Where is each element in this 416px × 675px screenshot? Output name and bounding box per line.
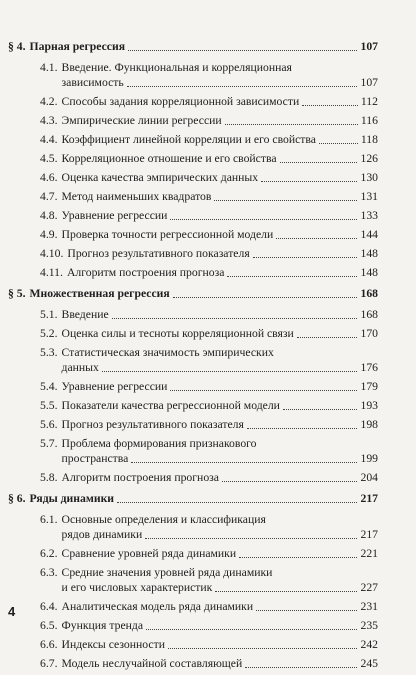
entry-page: 130 [360,171,378,184]
dot-leader [214,200,357,201]
entry-number: 5.2. [40,327,58,340]
entry-number: 4.3. [40,114,58,127]
toc-entry [8,599,378,614]
entry-title: Показатели качества регрессионной модели [61,399,280,412]
section-page: 168 [360,287,378,300]
entry-page: 148 [360,266,378,279]
dot-leader [170,390,357,391]
toc-entry [8,113,378,128]
dot-leader [131,462,357,463]
entry-page: 221 [360,547,378,560]
section-number: § 5. [8,287,26,300]
entry-number: 5.5. [40,399,58,412]
entry-title-line: данных [61,361,99,374]
toc-entry [8,246,378,261]
entry-title: Коэффициент линейной корреляции и его свойства [61,133,316,146]
dot-leader [239,557,357,558]
dot-leader [227,276,357,277]
entry-title: Прогноз результативного показателя [67,247,250,260]
entry-number: 4.10. [40,247,64,260]
toc-entry [8,470,378,485]
entry-number: 6.4. [40,600,58,613]
entry-page: 170 [360,327,378,340]
entry-page: 148 [360,247,378,260]
entry-title: Эмпирические линии регрессии [61,114,222,127]
toc-entry [8,94,378,109]
page-number: 4 [8,604,16,619]
toc-entry [8,60,378,90]
entry-number: 6.7. [40,657,58,670]
section-title: Парная регрессия [29,40,126,53]
entry-title: Уравнение регрессии [61,380,168,393]
entry-page: 168 [360,308,378,321]
dot-leader [222,481,358,482]
section-title: Ряды динамики [29,492,115,505]
entry-page: 245 [360,657,378,670]
dot-leader [225,124,358,125]
entry-page: 116 [360,114,378,127]
entry-title: Проверка точности регрессионной модели [61,228,274,241]
dot-leader [127,86,358,87]
entry-page: 242 [360,638,378,651]
entry-number: 5.1. [40,308,58,321]
entry-title: Функция тренда [61,619,144,632]
entry-number: 6.5. [40,619,58,632]
toc-entry [8,379,378,394]
dot-leader [283,409,358,410]
entry-page: 179 [360,380,378,393]
entry-page: 112 [360,95,378,108]
dot-leader [280,162,358,163]
dot-leader [215,591,357,592]
entry-page: 176 [360,361,378,374]
toc-entry [8,265,378,280]
section-number: § 4. [8,40,26,53]
entry-number: 5.4. [40,380,58,393]
toc-entry [8,227,378,242]
entry-number: 4.1. [40,61,58,74]
toc-entry [8,546,378,561]
dot-leader [319,143,358,144]
entry-number: 4.7. [40,190,58,203]
entry-title: Алгоритм построения прогноза [61,471,219,484]
entry-title-line: Основные определения и классификация [61,513,266,526]
entry-page: 107 [360,76,378,89]
entry-title-line: и его числовых характеристик [61,581,213,594]
entry-number: 5.6. [40,418,58,431]
entry-number: 4.8. [40,209,58,222]
entry-number: 4.2. [40,95,58,108]
entry-page: 198 [360,418,378,431]
entry-title-line: зависимость [61,76,124,89]
entry-page: 199 [360,452,378,465]
entry-title: Способы задания корреляционной зависимости [61,95,300,108]
toc-entry [8,132,378,147]
section-page: 217 [360,492,378,505]
toc-entry [8,307,378,322]
entry-number: 6.3. [40,566,58,579]
entry-title-line: Введение. Функциональная и корреляционная [61,61,292,74]
entry-title: Оценка качества эмпирических данных [61,171,259,184]
dot-leader [102,371,358,372]
table-of-contents [8,31,378,675]
toc-entry [8,565,378,595]
entry-page: 227 [360,581,378,594]
dot-leader [170,219,357,220]
entry-page: 193 [360,399,378,412]
entry-title: Аналитическая модель ряда динамики [61,600,254,613]
toc-entry [8,170,378,185]
entry-page: 133 [360,209,378,222]
toc-entry [8,151,378,166]
entry-number: 5.3. [40,346,58,359]
dot-leader [112,318,358,319]
toc-entry [8,656,378,671]
entry-title: Корреляционное отношение и его свойства [61,152,277,165]
entry-title-line: Проблема формирования признакового [61,437,257,450]
entry-page: 231 [360,600,378,613]
entry-page: 118 [360,133,378,146]
dot-leader [173,297,358,298]
entry-number: 6.1. [40,513,58,526]
entry-title: Метод наименьших квадратов [61,190,212,203]
entry-title: Сравнение уровней ряда динамики [61,547,237,560]
toc-entry [8,436,378,466]
entry-page: 235 [360,619,378,632]
toc-entry [8,618,378,633]
dot-leader [245,667,357,668]
dot-leader [256,610,357,611]
dot-leader [247,428,358,429]
entry-title-line: пространства [61,452,129,465]
dot-leader [145,538,357,539]
entry-number: 6.6. [40,638,58,651]
entry-number: 4.6. [40,171,58,184]
entry-number: 4.11. [40,266,63,279]
toc-entry [8,398,378,413]
entry-title: Введение [61,308,109,321]
section-number: § 6. [8,492,26,505]
toc-section [8,39,378,54]
entry-title-line: Статистическая значимость эмпирических [61,346,274,359]
dot-leader [128,50,357,51]
toc-entry [8,417,378,432]
dot-leader [261,181,357,182]
dot-leader [297,337,358,338]
entry-number: 6.2. [40,547,58,560]
entry-title: Индексы сезонности [61,638,165,651]
toc-entry [8,637,378,652]
toc-section [8,491,378,506]
entry-page: 131 [360,190,378,203]
entry-number: 4.5. [40,152,58,165]
entry-page: 217 [360,528,378,541]
toc-entry [8,512,378,542]
entry-title-line: Средние значения уровней ряда динамики [61,566,273,579]
entry-title: Уравнение регрессии [61,209,168,222]
entry-page: 204 [360,471,378,484]
toc-entry [8,208,378,223]
section-title: Множественная регрессия [29,287,170,300]
entry-title: Алгоритм построения прогноза [66,266,225,279]
dot-leader [168,648,358,649]
dot-leader [302,105,358,106]
dot-leader [253,257,358,258]
entry-page: 126 [360,152,378,165]
toc-entry [8,189,378,204]
entry-number: 4.9. [40,228,58,241]
entry-title: Модель неслучайной составляющей [61,657,243,670]
entry-page: 144 [360,228,378,241]
entry-number: 5.7. [40,437,58,450]
dot-leader [146,629,357,630]
entry-number: 4.4. [40,133,58,146]
toc-entry [8,345,378,375]
entry-title: Оценка силы и тесноты корреляционной связи [61,327,294,340]
entry-title: Прогноз результативного показателя [61,418,244,431]
dot-leader [117,502,357,503]
toc-section [8,286,378,301]
section-page: 107 [360,40,378,53]
dot-leader [276,238,357,239]
entry-number: 5.8. [40,471,58,484]
entry-title-line: рядов динамики [61,528,143,541]
toc-entry [8,326,378,341]
